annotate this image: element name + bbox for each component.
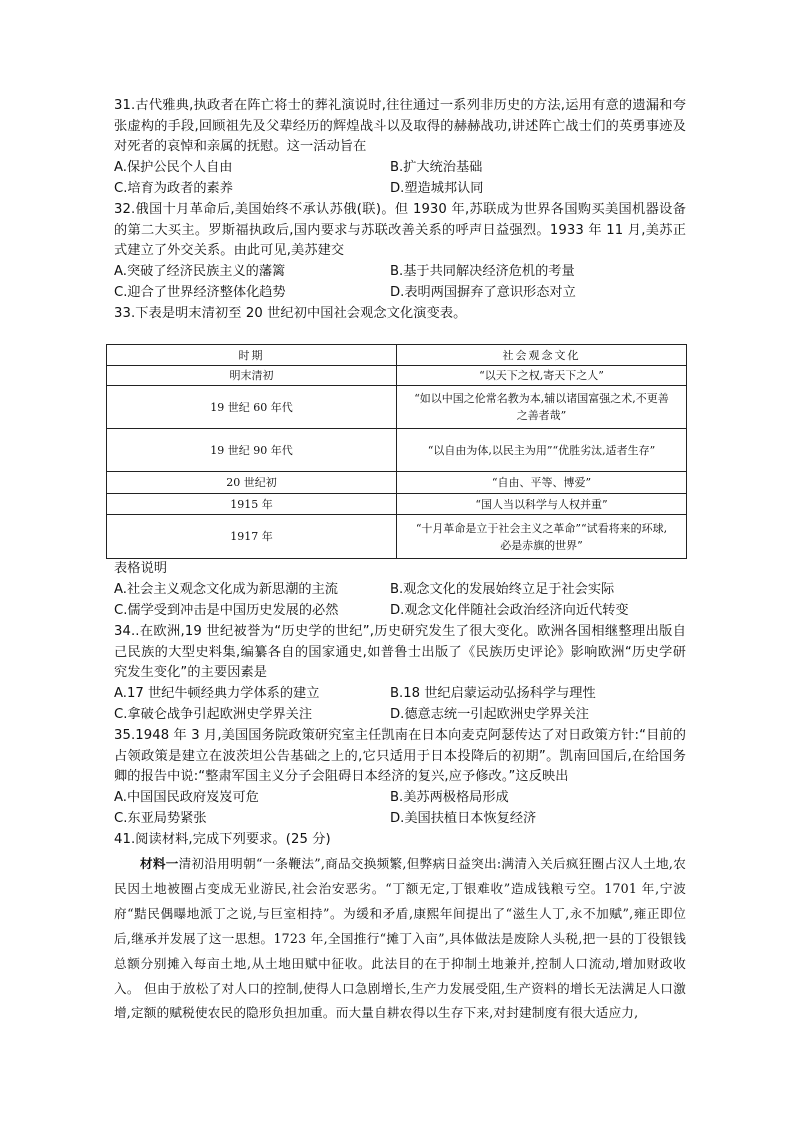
table-row (107, 386, 687, 429)
table-cell-idea: “十月革命是立于社会主义之革命”“试看将来的环球,必是赤旗的世界” (397, 515, 687, 559)
material-one (114, 852, 686, 1026)
option-a: A.突破了经济民族主义的藩篱 (114, 264, 286, 279)
option-c: C.拿破仑战争引起欧洲史学界关注 (114, 706, 313, 722)
table-cell-period: 明末清初 (107, 366, 397, 386)
question-33-options (114, 580, 686, 621)
table-header: 社会观念文化 (397, 345, 687, 366)
table-cell-idea: “如以中国之伦常名教为本,辅以诸国富强之术,不更善之善者哉” (397, 386, 687, 429)
option-b: B.美苏两极格局形成 (390, 790, 509, 805)
option-b: B.18 世纪启蒙运动弘扬科学与理性 (390, 686, 596, 701)
option-d: D.表明两国摒弃了意识形态对立 (390, 284, 576, 300)
question-32-options (114, 262, 686, 303)
option-c: C.儒学受到冲击是中国历史发展的必然 (114, 602, 339, 618)
table-cell-idea: “国人当以科学与人权并重” (397, 494, 687, 515)
culture-evolution-table (106, 344, 687, 559)
question-33-stem: 33.下表是明末清初至 20 世纪初中国社会观念文化演变表。 (114, 306, 467, 321)
material-label: 材料一 (140, 856, 179, 871)
question-33-note: 表格说明 (114, 561, 168, 576)
option-a: A.保护公民个人自由 (114, 160, 233, 175)
option-c: C.东亚局势紧张 (114, 810, 207, 826)
question-34-stem: 34..在欧洲,19 世纪被誉为“历史学的世纪”,历史研究发生了很大变化。欧洲各国相继整理出版自己民族的大型史料集,编纂各自的国家通史,如普鲁士出版了《民族历史评论》影响欧洲“历史学研究发生变化”的主要因素是 (114, 624, 686, 681)
option-d: D.美国扶植日本恢复经济 (390, 810, 537, 826)
option-a: A.社会主义观念文化成为新思潮的主流 (114, 582, 338, 597)
table-row (107, 472, 687, 494)
option-d: D.观念文化伴随社会政治经济向近代转变 (390, 602, 629, 618)
table-row (107, 494, 687, 515)
table-cell-idea: “自由、平等、博爱” (397, 472, 687, 494)
option-d: D.塑造城邦认同 (390, 180, 484, 196)
option-c: C.培育为政者的素养 (114, 180, 233, 196)
option-b: B.扩大统治基础 (390, 160, 483, 175)
option-a: A.17 世纪牛顿经典力学体系的建立 (114, 686, 320, 701)
table-cell-period: 20 世纪初 (107, 472, 397, 494)
table-cell-idea: “以自由为体,以民主为用”“优胜劣汰,适者生存” (397, 429, 687, 472)
option-c: C.迎合了世界经济整体化趋势 (114, 284, 286, 300)
option-b: B.基于共同解决经济危机的考量 (390, 264, 575, 279)
table-cell-idea: “以天下之权,寄天下之人” (397, 366, 687, 386)
table-header-row (107, 345, 687, 366)
table-row (107, 366, 687, 386)
question-32-stem: 32.俄国十月革命后,美国始终不承认苏俄(联)。但 1930 年,苏联成为世界各国购买美国机器设备的第二大买主。罗斯福执政后,国内要求与苏联改善关系的呼声日益强烈。1933 年 11 月,美苏正式建立了外交关系。由此可见,美苏建交 (114, 202, 686, 259)
question-31-stem: 31.古代雅典,执政者在阵亡将士的葬礼演说时,往往通过一系列非历史的方法,运用有意的遗漏和夸张虚构的手段,回顾祖先及父辈经历的辉煌战斗以及取得的赫赫战功,讲述阵亡战士们的英勇事迹及对死者的哀悼和亲属的抚慰。这一活动旨在 (114, 98, 686, 155)
option-b: B.观念文化的发展始终立足于社会实际 (390, 582, 615, 597)
table-cell-period: 19 世纪 60 年代 (107, 386, 397, 429)
option-a: A.中国国民政府岌岌可危 (114, 790, 259, 805)
table-cell-period: 1917 年 (107, 515, 397, 559)
question-35-options (114, 788, 686, 829)
option-d: D.德意志统一引起欧洲史学界关注 (390, 706, 589, 722)
question-34-options (114, 684, 686, 725)
question-31-options (114, 158, 686, 199)
material-text: 清初沿用明朝“一条鞭法”,商品交换频繁,但弊病日益突出:满清入关后疯狂圈占汉人土地,农民因土地被圈占变成无业游民,社会治安恶劣。“丁额无定,丁银难收”造成钱粮亏空。1701 年,宁波府“黠民偶曝地派丁之说,与巨室相持”。为缓和矛盾,康熙年间提出了“滋生人丁,永不加赋”,雍正即位后,继承并发展了这一思想。1723 年,全国推行“摊丁入亩”,具体做法是废除人头税,把一县的丁役银钱总额分别摊入每亩土地,从土地田赋中征收。此法目的在于抑制土地兼并,控制人口流动,增加财政收入。 但由于放松了对人口的控制,使得人口急剧增长,生产力发展受阻,生产资料的增长无法满足人口激增,定额的赋税使农民的隐形负担加重。而大量自耕农得以生存下来,对封建制度有很大适应力, (114, 856, 686, 1021)
question-41-stem: 41.阅读材料,完成下列要求。(25 分) (114, 832, 331, 847)
table-header: 时期 (107, 345, 397, 366)
table-cell-period: 19 世纪 90 年代 (107, 429, 397, 472)
question-35-stem: 35.1948 年 3 月,美国国务院政策研究室主任凯南在日本向麦克阿瑟传达了对日政策方针:“目前的占领政策是建立在波茨坦公告基础之上的,它只适用于日本投降后的初期”。凯南回国后,在给国务卿的报告中说:“整肃军国主义分子会阻碍日本经济的复兴,应予修改。”这反映出 (114, 728, 686, 785)
table-row (107, 429, 687, 472)
table-row (107, 515, 687, 559)
table-cell-period: 1915 年 (107, 494, 397, 515)
